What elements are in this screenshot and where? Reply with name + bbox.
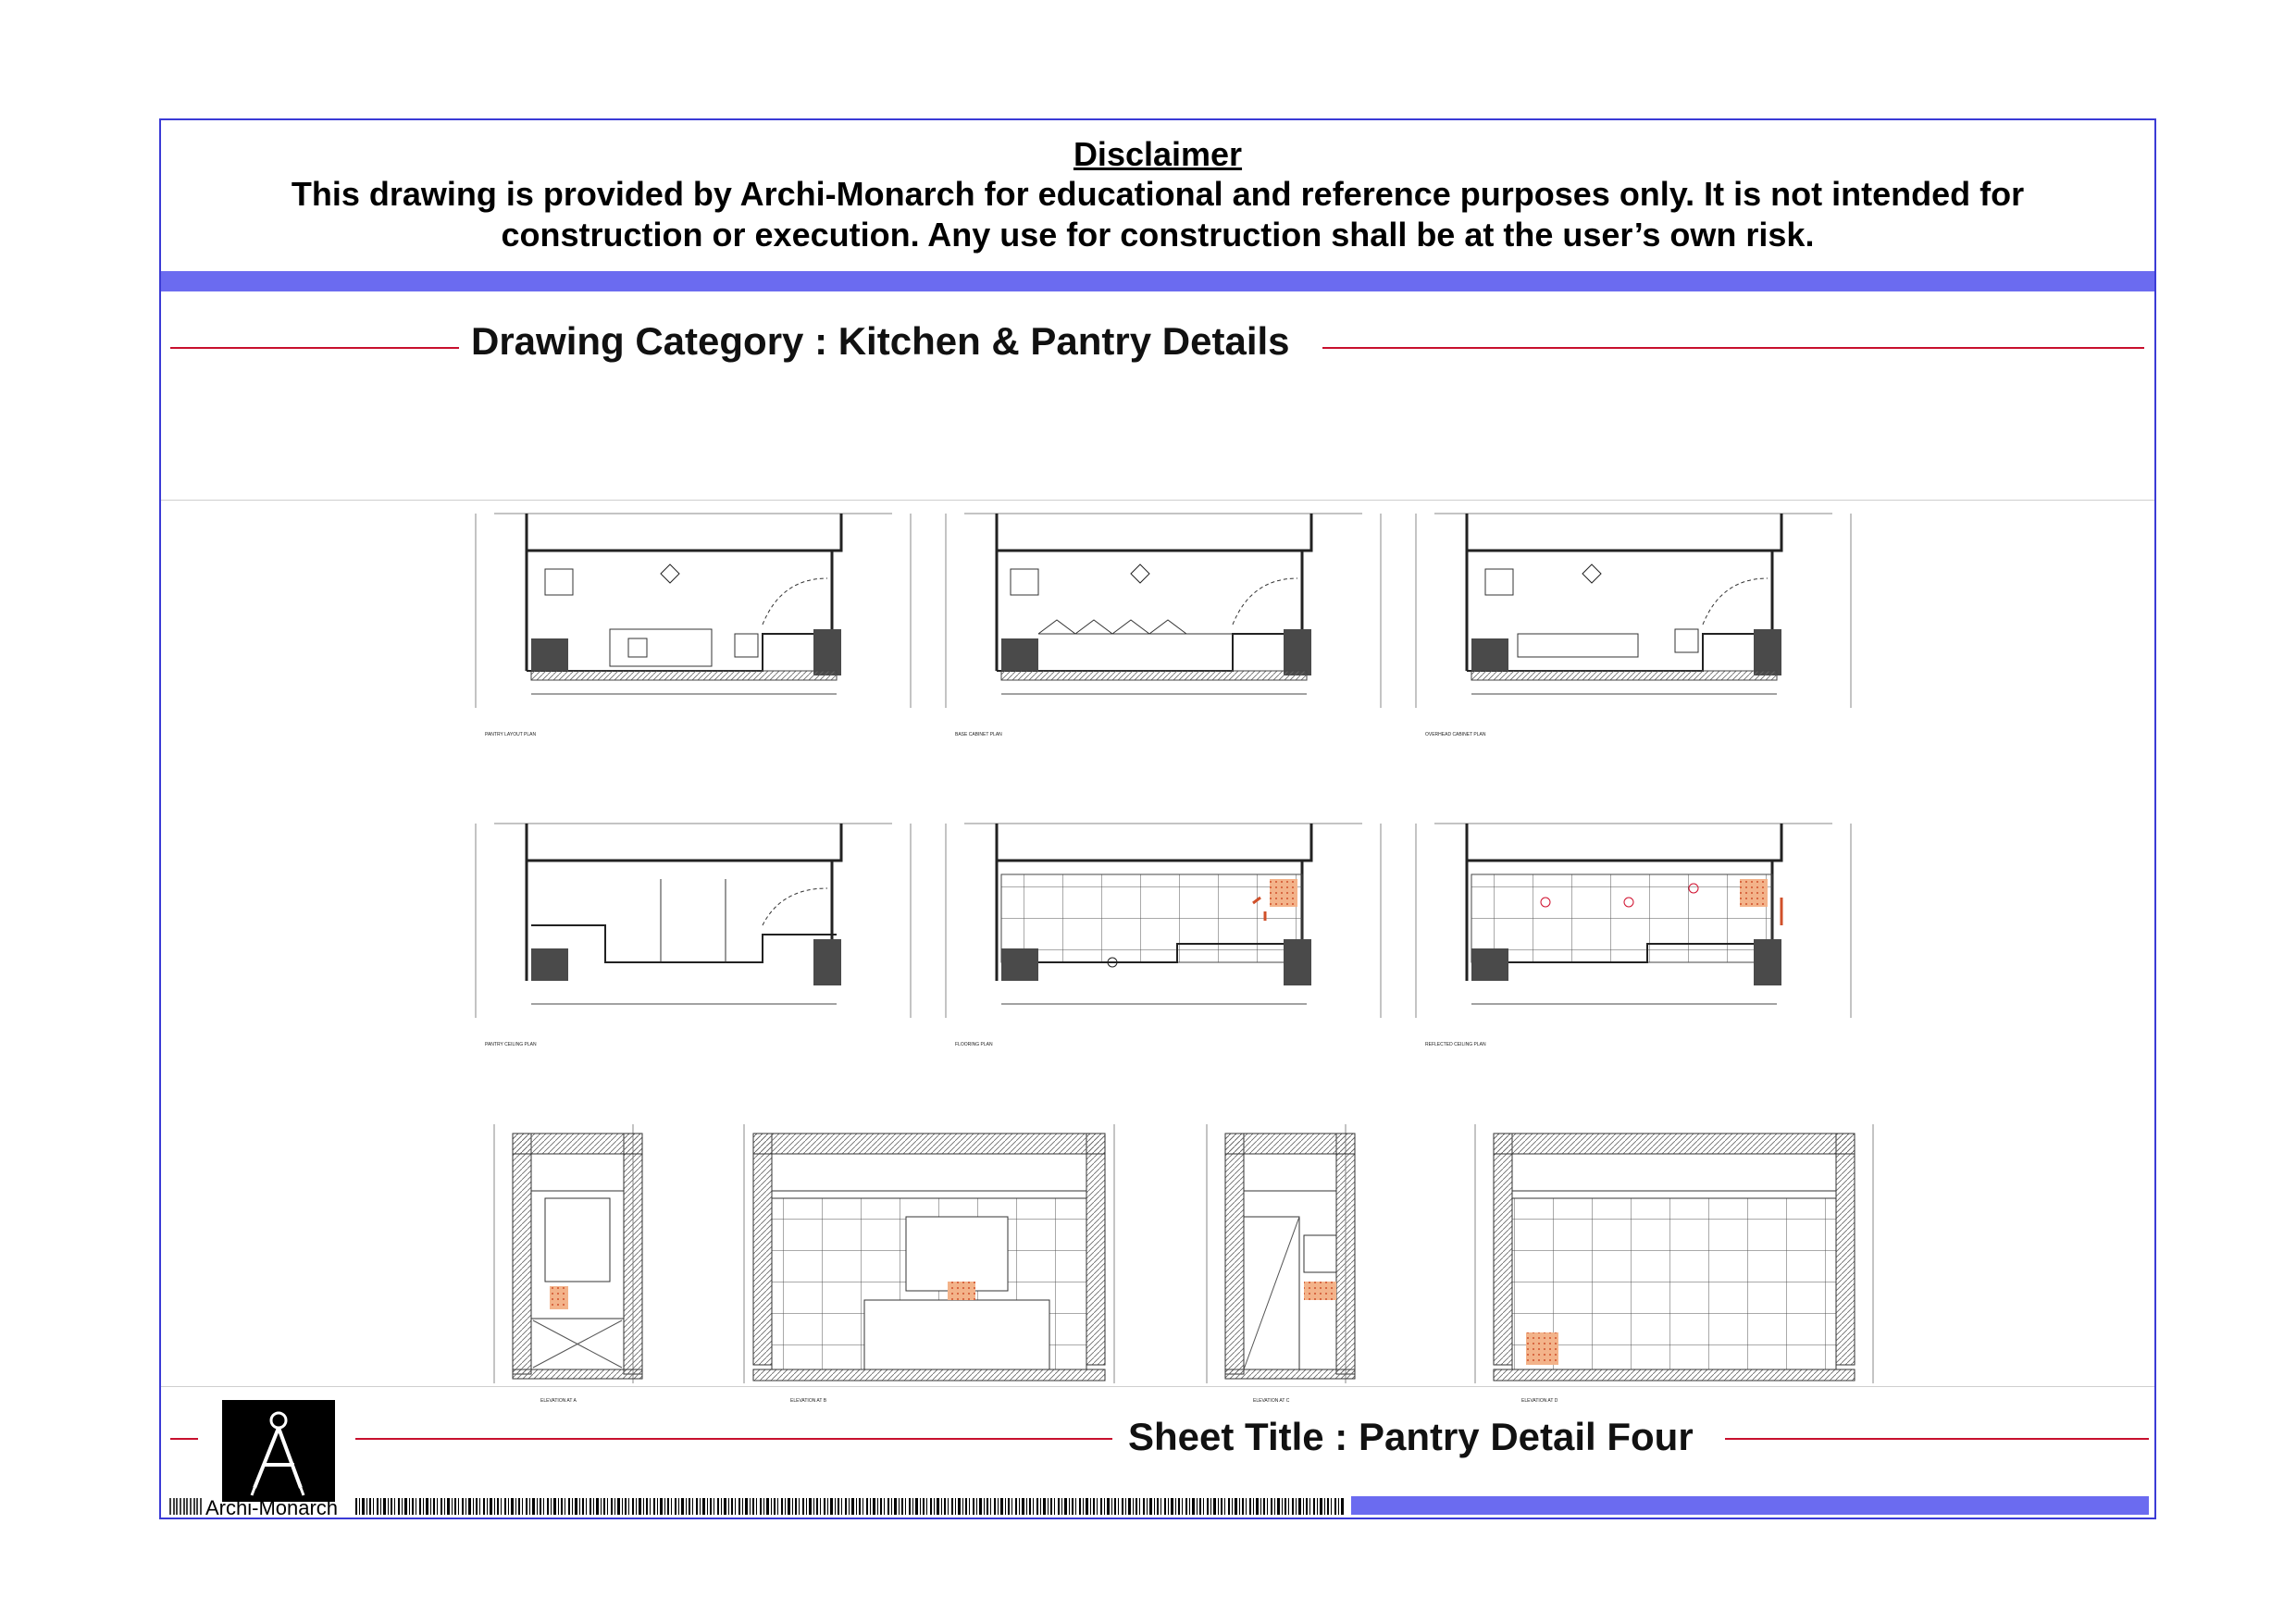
plan-drawing-6 (1416, 824, 1851, 1047)
title-block (161, 1386, 2154, 1522)
barcode-left (168, 1498, 204, 1515)
svg-text:FLOORING PLAN: FLOORING PLAN (955, 1042, 993, 1047)
drafting-compass-icon (222, 1400, 335, 1502)
disclaimer-text: This drawing is provided by Archi-Monarch for educational and reference purposes only. It is not intended for construction or execution. Any use for construction shall be at the user’s own risk. (291, 175, 2025, 254)
svg-text:BASE CABINET PLAN: BASE CABINET PLAN (955, 732, 1002, 737)
plan-drawing-1 (476, 514, 911, 737)
svg-text:ELEVATION AT A: ELEVATION AT A (540, 1398, 577, 1404)
svg-text:ELEVATION AT D: ELEVATION AT D (1521, 1398, 1558, 1404)
plan-drawing-2 (946, 514, 1381, 737)
disclaimer-block (161, 120, 2154, 271)
header-band (161, 271, 2154, 291)
elevation-drawing-b (744, 1124, 1114, 1404)
elevation-drawing-c (1207, 1124, 1355, 1404)
svg-text:ELEVATION AT C: ELEVATION AT C (1253, 1398, 1290, 1404)
footer-rule-right (1725, 1438, 2149, 1440)
svg-text:PANTRY CEILING PLAN: PANTRY CEILING PLAN (485, 1042, 537, 1047)
plan-drawing-3 (1416, 514, 1851, 737)
svg-text:ELEVATION AT B: ELEVATION AT B (790, 1398, 827, 1404)
footer-band (1351, 1496, 2149, 1515)
plan-drawing-5 (946, 824, 1381, 1047)
sheet-title: Sheet Title : Pantry Detail Four (1128, 1415, 1694, 1458)
disclaimer-title: Disclaimer (1073, 135, 1243, 173)
svg-text:PANTRY LAYOUT PLAN: PANTRY LAYOUT PLAN (485, 732, 537, 737)
svg-text:REFLECTED CEILING PLAN: REFLECTED CEILING PLAN (1425, 1042, 1486, 1047)
svg-text:OVERHEAD CABINET PLAN: OVERHEAD CABINET PLAN (1425, 732, 1486, 737)
barcode-strip (355, 1498, 1346, 1515)
footer-rule-left (355, 1438, 1112, 1440)
elevation-drawing-d (1475, 1124, 1873, 1404)
logo-text: Archi-Monarch (205, 1496, 339, 1519)
logo-mark (222, 1400, 335, 1502)
elevation-drawing-a (494, 1124, 642, 1404)
drawings-area (161, 328, 2154, 1404)
drawing-sheet (159, 118, 2156, 1519)
drawing-category-title: Drawing Category : Kitchen & Pantry Details (471, 319, 1290, 363)
footer-rule-far-left (170, 1438, 198, 1440)
plan-drawing-4 (476, 824, 911, 1047)
